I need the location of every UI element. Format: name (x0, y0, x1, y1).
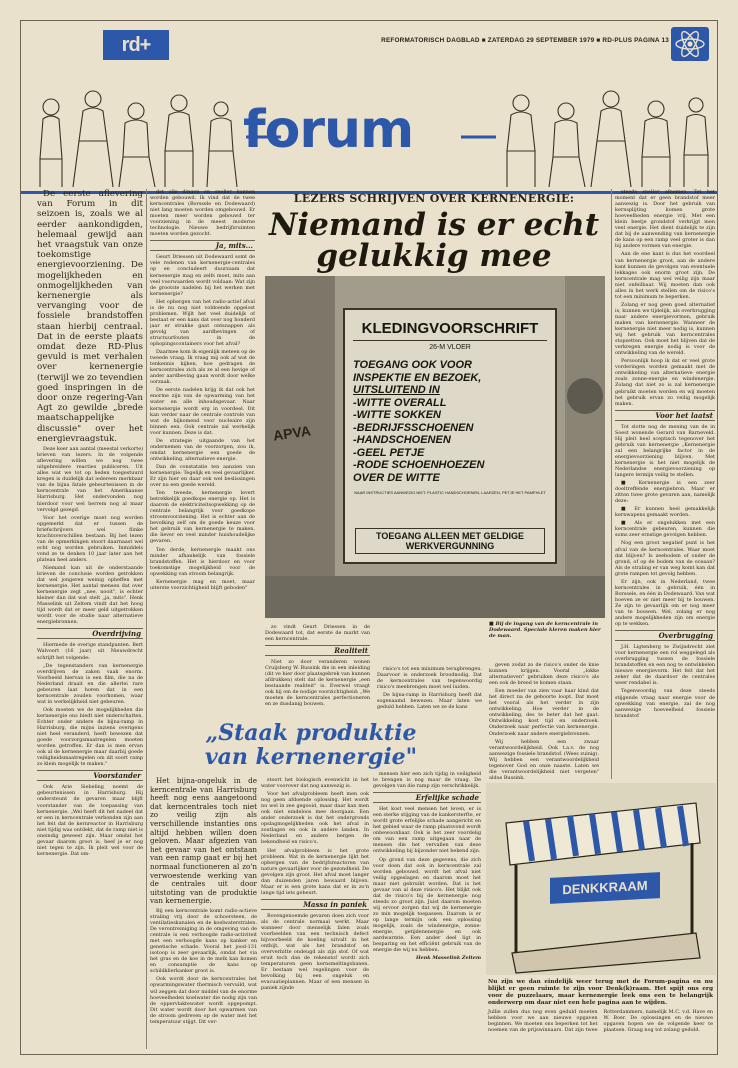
paragraph: Ook wordt door de kerncentrales het opwarmingswater thermisch vervuild, wat wil zeggen dat door middel van de enorme hoeveelheden koelwater die nodig zijn van de oppervlaktewater wordt opgepompt. Dit water wordt door het opwarmen van de stroom gedreven op de water met het temperatuur stijgt. Dit ver- (150, 976, 257, 1025)
paragraph: Hiermede de overige standpunten. Bert Walvoort (16 jaar) uit Nieuwdrecht schrijft het volgende: (37, 642, 143, 661)
second-headline: „Staak produktie van kernenergie" (204, 720, 418, 770)
denkkraam-sign: DENKKRAAM (550, 872, 660, 904)
paragraph: Ten derde, kernenergie maakt ons minder afhankelijk van fossiele brandstoffen. Het is hierdoor en voor toekomstige mogelijkheid voor de opwekking van stroom belangrijk. (150, 546, 255, 577)
page-header-meta: REFORMATORISCH DAGBLAD ■ ZATERDAG 29 SEPTEMBER 1979 ■ RD-PLUS PAGINA 13 (381, 37, 669, 44)
mid-column-a (265, 624, 370, 719)
subheading: Erfelijke schade (373, 792, 481, 803)
paragraph: Deze keer aan aantal (meestal verkorte) brieven van lezers. In de volgende aflevering willen we nog twee uitgebreidere reacties publiceren. Uit alles wat we tot op heden toegestuurd kregen is duidelijk dat iedereen merkbaar van de bijna fatale gebeurtenissen in de kerncentrale van het Amerikaanse Harrisburg. Het ondervonden nog hierdoor voor wel herrem nog al maar vervolgd gezegd. (37, 446, 143, 513)
paragraph: Zolang er nog geen goed alternatief is, kunnen we tijdelijk, als overbrugging naar andere energievormen, gebruik maken van kernenergie. Wanneer de kernenergie niet meer nodig is, kunnen wij het gebruik van kerncentrales stopzetten. Ook moet het blijven dat de verkregen energie nodig is voor de ontwikkeling van de wereld. (615, 301, 715, 357)
paragraph: Ook Arie Siebeling noemt de gebeurtenissen in Harrisburg. Hij ondersteunt de gevaren maar blijft voorstander van de toepassing van kernenergie. „Wel heeft dit het nadeel dat er een in kerncentrale verbonden zijn aan het feit dat de kernreactor in Harrisburg niet tijdig was ontdekt, dat de ramp niet is oneindig geweest zijn. Maar omdat het gevaar daarom groot is, heef je er nog niet tegen te zijn. Ik pleit wel voor de kernenergie. Dat om- (37, 784, 143, 857)
newspaper-page (20, 20, 718, 1055)
rd-plus-logo: rd+ (103, 30, 169, 60)
byline: Henk Masselink Zeltem (415, 955, 481, 962)
column-rule (611, 189, 612, 779)
intro-column (37, 189, 143, 1051)
paragraph: zo vindt Geurt Driessen in de Dodewaard tot, dat eerste de markt van een kerncentrale. (265, 624, 370, 643)
paragraph: Voor het overige moet nog worden opgemerkt dat er tussen de briefschrijvers wel flinke krachtsverschillen bestaan. Bij het lezen van de opmerkingen stoort daarnaast wel echt nog worden gebruiken. Inmiddels vond ze te denken 10 jaar later aan het plateau heel anders. (37, 514, 143, 563)
main-headline (259, 193, 609, 272)
denkkraam-caption (488, 979, 713, 1033)
paragraph: geven zodat zo de risico's onder de knie kunnen krijgen. Vooral „lokke alternatieven" gebruiken deze risico's als een ook de breed te komen staan. (489, 662, 599, 687)
staak-lead: Het bijna-ongeluk in de kerncentrale van Harrisburg heeft nog eens aangetoond dat kerncentrales toch niet zo veilig zijn als verschillende instanties ons altijd hebben willen doen geloven. Maar afgezien van het gevaar van het ontstaan van een ramp gaat er bij het normaal functioneren al zo'n verwoestende werking van de centrales uit door uitstoting van de produktie van kernenergie. (150, 777, 257, 906)
sign-line: -WITTE SOKKEN (353, 409, 441, 421)
headline-title: Niemand is er echt gelukkig mee (268, 207, 600, 274)
mid-column-b (377, 666, 482, 718)
intro-lead: De eerste aflevering van Forum in dit seizoen is, zoals we al eerder aankondigden, helemaal gewijd aan het vraagstuk van onze toekomstige energievoorziening. De mogelijkheden en onmogelijkheden van kernenergie als vervanging voor de fossiele brandstoffen staan hierbij centraal. Dat in de eerste plaats omdat deze RD-Plus gevuld is met verhalen over kernenergie (terwijl we zo tevendien goed inspringen in de door onze regering-Van Agt zo gewilde „brede maatschappelijke discussie" over het energievraagstuk. (37, 189, 143, 444)
photo-side-text: APVA (272, 422, 312, 444)
subheading: Overbrugging (615, 630, 715, 641)
sign-floor: 26-M VLOER (429, 344, 471, 351)
paragraph: De bijna-ramp in Harrisburg heeft dat sogenaamd bewezen. Maar laten we geduld hebben. Laten we ze de kans (377, 692, 482, 711)
paragraph: steeds sneller afnemen. Tot het moment dat er geen brandstof meer aanwezig is. Door het gebruik van kernsplijting komen grote hoeveelheden energie vrij. Met een klein beetje grondstof verkrijgt men veel energie. Het dient duidelijk te zijn dat bij de aanwending van kernenergie de kans op een ramp veel groter is dan bij andere vormen van energie. (615, 189, 715, 250)
paragraph: Het opbergen van het radio-actief afval is de nu nog niet voldoende opgelost problemen. Wijlt het veel duidelijk of bestaat er een kans dat over nog honderd jaar er strakke gaat ontsnappen als gevolg van aardbevingen of structuurfouten in de ophopingscontainers voor het afval? (150, 298, 255, 348)
paragraph: Het afvalprobleem is het grote probleem. Wat in de kernenergie lijkt het opbergen van de bedrijfsreactoren van nature gevaarlijker voor de gezondheid. De gevolgen zijn groot. Het afval moet langer dan duizenden jaren bewaard blijven. Maar er is een grote kans dat er in zo'n lange tijd iets gebeurt. (261, 847, 369, 896)
sign-line: -GEEL PETJE (353, 446, 425, 459)
paragraph: Tegenwoordig van deze steeds stijgende vraag naar energie voor de opwekking van energie, zal de nog aanwezige hoeveelheid fossiele brandstof (615, 688, 715, 719)
paragraph: Aan de ene kant is dus het voordeel van kernenergie groot, aan de andere kant kunnen de gevolgen van eventuele lekkages ook enorm groot zijn. De kerncentrale mag wel veilig zijn maar niet onfeilbaar. Wij moeten dan ook alles in het werk stellen om de risico's tot een minimum te beperken. (615, 251, 715, 300)
paragraph: Het kost veel mensen het leven, er is een sterke stijging van de kankersterfte, er wordt grote erfelijke schade aangericht en het gebied waar de ramp plaatsvond wordt onbewoonbaar. Ook is het zeer voordelig om van een ramp uitgegaan naar de mensen die het vervallen van deze ontwikkeling bij bijzonder niet bekend zijn. (373, 806, 481, 855)
staak-column-b (261, 777, 369, 1051)
paragraph: risico's tot een minimum terugbrengen. Daarvoor is onderzoek broodnodig. Dat de kerncentrales van tegenwoordig risico's meebrengen moet wel luiden. (377, 666, 482, 691)
paragraph: dat alle dingen en sneller kunnen worden gebouwd. Ik vind dat de twee kerncentrales (Borssele en Dodewaard) niet lang moeten worden omgebouwd. Er moeten meer worden gebouwd ter voorziening in de meest moderne technologie. Nieuwe bedrijfsruimten moeten worden gezocht. (150, 189, 255, 238)
sign-line: UITSLUITEND IN (353, 384, 440, 396)
paragraph: Er zijn, ook in Nederland, twee kerncentrales in gebruik, één in Borssele, en één in Dodewaard. Van wat hoeven ze er niet meer bij te bouwen. Ze zijn te gevaarlijk om er nog meer van te bouwen. Wel, zolang er nog andere mogelijkheden zijn om energie op te wekken. (615, 578, 715, 628)
paragraph: De eerste nadelen krijg ik dat ook het enorme zijn van de opwarming van het water en alle inhoudsgevaar. Naar kernenergie wordt erg in voordeel. Dit kan verder naar de centrale controle van wat de bijkomend voor nucleaire zijn binnen een. Ook centrale zal werkelijk voor kunnen. Deze is dat. (150, 387, 255, 436)
paragraph: ■ Als er ongelukken met een kerncentrale gebeuren, kunnen die soms zeer ernstige gevolgen hebben. (615, 520, 715, 539)
second-column (150, 189, 255, 709)
sign-small-print: NAAR INSTRUCTIES AANWEZIG NIET. PLASTIC HANDSCHOENEN, LAARZEN, PETJE HET PAMPHLET (354, 490, 546, 495)
paragraph: Kernenergie mag en moet, maar uiterste voorzichtigheid blijft geboden" (150, 578, 255, 591)
staak-column-a (150, 777, 257, 1051)
subheading: Voor het laatst (615, 410, 715, 421)
photo-caption: ■ Bij de ingang van de kerncentrale in Dodewaard. Speciale kleren maken hier de man. (489, 621, 601, 640)
atom-icon (671, 27, 709, 61)
sign-line: TOEGANG OOK VOOR (353, 359, 472, 371)
paragraph: Wij hebben een zwaar verantwoordelijkheid. Ook t.a.v. de nog aanwezige fossiele brandstof. (Wees zuinig). Wij hebben een verantwoordelijkheid tegenover God en onze naaste. Laten we die verantwoordelijkheid niet vergeten" aldus Bussink. (489, 738, 599, 781)
sign-line: -HANDSCHOENEN (353, 434, 451, 446)
denkkraam-notice: Nu zijn we dan eindelijk weer terug met de Forum-pagina en nu blijkt er geen ruimte te zijn voor Denk(k)raam. Het spijt ons erg voor de puzzelaars, maar kernenergie leek ons een te belangrijk onderwerp om daar niet een hele pagina aan te wijden. (488, 979, 713, 1006)
sign-line: OVER DE WITTE (353, 471, 440, 484)
paragraph: Een moeder van zien vaar haar kind dat het direct na de geboorte loopt. Dat moet het vooral als het verder in zijn ontwikkeling. Hoe verder in de ontwikkeling, des te beter dat het gaat. Ontwikkeling kost tijd en onderzoek. Onderzoek naar perfectie van kernenergie. Onderzoek naar andere energiebronnen. (489, 688, 599, 737)
denkkraam-illustration (486, 783, 716, 975)
paragraph: Ten tweede, kernenergie levert betrekkelijk goedkope energie op. Het is daarom de elektriciteitsopwekking op de centrale belangrijk voor goedkope stroomvoorziening. Het is echter aan de bevolking zelf om de goede keuze voor het gebruik van kernenergie te maken, die liever en veel minder huishoudelijke gevaren. (150, 490, 255, 545)
paragraph: Tot slotte nog de mening van de in Soest wonende Gerard van Barneveld. Hij pleit heel sceptisch tegenover het gebruik van kernenergie „Kernenergie zal een belangrijke factor in de energievoorziening blijven. Met kernenergie is het niet mogelijk de Nederlandse energievoorziening op langere termijn veilig te stellen. (615, 423, 715, 479)
mid-column-c (489, 662, 599, 782)
sign-title: KLEDINGVOORSCHRIFT (353, 320, 547, 341)
paragraph: Voor het afvalprobleem heeft men ook nog geen afdoende oplossing. Het wordt nu wel in zee gegooid, maar daar kan men ook niet eindeloos mee doorgaan. Een ander onderzoek is dat het ondergronds opslagmogelijkheden ook het afval in zoutlagen en ook in andere landen. In Nederland en andere bergen de bekendheid en risico's. (261, 791, 369, 846)
paragraph: Daarmee kom ik eigenlijk meteen op de tweede vraag. Ik vraag mij ook af wat de tenkennis kijken, hoe gedragen de kerncentrales zich als ze al een hevige of ander aardbeving gaan wordt door welke oorzaak. (150, 349, 255, 386)
denkkraam-small: Jullie zullen dus nog even geduld moeten hebben voor we aan nieuwe opgaven beginnen. We moeten ons beperken tot het noemen van de prijswinnaars. Dat zijn twee Rotterdammers, namelijk M.C. v.d. Have en W. Boer. De oplossingen en de nieuwe opgaven hopen we de volgende keer te plaatsen. Graag nog tot zolang geduld. (488, 1009, 713, 1033)
paragraph: „De tegenstanders van kernenergie overdrijven de zaken vaak enorm. Voorbeeld hiervan is een film, die na de Nederland draait en die allerlei rare gebeuren laat horen dat in een kerncentrale zouden voorkomen, waar wat in werkelijkheid niet gebeuren. (37, 662, 143, 705)
paragraph: Geurt Driessen uit Dodewaard somt de vele redenen van kernenergie-centrales op en concludeert duurzaam dat kernenergie mag en zelfs moet, mits aan veel voorwaarden wordt voldaan: Wat zijn de grootste nadelen bij het werken met kernenergie? (150, 254, 255, 297)
subheading: Massa in paniek (261, 899, 369, 910)
headline-kicker: LEZERS SCHRIJVEN OVER KERNENERGIE: (293, 192, 575, 205)
subheading: Realiteit (265, 645, 370, 656)
right-column (615, 189, 715, 779)
clothing-sign (343, 308, 557, 564)
subheading: Voorstander (37, 770, 143, 781)
paragraph: De strategie uitgaande van het ondernemen van de voorzorgen, zou ik, omdat kernenergie een goede de ontwikkeling, alternatieve energie. (150, 437, 255, 462)
paragraph: Bij een kerncentrale komt radio-actieve straling vrij door de schoorsteen, de ventilatieskanalen en de koelwaterstralen. De verontreiniging in de omgeving van de centrale is een verhoogde radio-activiteit met een verhoogde kans op kanker en genetische schade. Vooral het jood-131 isotoop is zeer gevaarlijk, omdat het via het gras en de koe in de melk kan komen en consumptie de kans op schildklierkanker groot is. (150, 907, 257, 975)
column-rule (146, 189, 147, 1049)
paragraph: Dan de constatatie ten aanzien van kernenergie: Tegelijk en veel gevaarlijker. Er zijn hier en daar ook wel beslissingen over nu een goede wereld. (150, 463, 255, 489)
paragraph: stoort het biologisch evenwicht in het water voorover dat nog aanwezig is. (261, 777, 369, 790)
staak-column-c (373, 771, 481, 1051)
forum-banner (21, 59, 717, 194)
paragraph: ■ Er kunnen heel gemakkelijk kernwapens gemaakt worden. (615, 506, 715, 519)
masthead (21, 21, 717, 59)
subheading: Overdrijving (37, 628, 143, 639)
paragraph: Nog een groot negatief punt is het afval van de kerncentrales. Waar moet dat blijven? Is zeebodem of onder de grond, of op de bodem van de oceaan? Als de straling er van weg komt kan dat grote rampen tot gevolg hebben. (615, 540, 715, 577)
sign-line: -WITTE OVERALL (353, 396, 447, 409)
paragraph: J.H. Ligtenberg te Zwijndrecht ziet voor kernenergie een rol weggelegd als overbrugging tussen de fossiele brandstoffen en een nog te ontwikkelen nieuwe energievorm. Het feit dat het zeker dat de daardoor de centrales weer rendabel is. (615, 644, 715, 687)
photo-clothing-sign (265, 276, 605, 618)
sign-line: INSPEKTIE EN BEZOEK, (353, 371, 482, 384)
paragraph: Ook moeten we de mogelijkheden die kernenergie ons biedt niet onderschatten. Echter onder andere de bijna-ramp in Harrisburg, die mijns inziens overigens niet heel veranderd, heeft bewezen dat goede voorzorgsmaatregelen moeten worden getroffen. Er dan is men ervan ook al de kernenergie maar daarbij goede veiligheidsmaatregelen om dit soort ramp zo klein mogelijk te maken." (37, 706, 143, 768)
sign-line: -RODE SCHOENHOEZEN (353, 459, 485, 471)
paragraph: Niet zo door veranderen wonen Cruijsberg W. Bussink die in een inleiding (dit ve hier door plaatsgebrek van kunnen afdrukken) stelt dat de kernenergie „een bestaande realiteit" is. Everwel vraagt ook hij om de nodige voorzichtigheid: „We moeten de kerncentrales perfectioneren en ze dusdanig bouwen. (265, 659, 370, 708)
paragraph: mensen hier een zich tijdig in veiligheid te brengen is nog maar de vraag. De gevolgen van die ramp zijn verschrikkelijk. (373, 771, 481, 790)
paragraph: ■ Kernenergie is een zeer doeltreffende energiebron. Maar er zitten twee grote gevaren aan, namelijk deze: (615, 480, 715, 505)
sign-rules (353, 359, 547, 484)
sign-line: -BEDRIJFSSCHOENEN (353, 421, 474, 434)
paragraph: Bovengenoemde gevaren doen zich voor als de centrale normaal werkt. Maar wanneer door menselijk falen zoals voorbeelden van een technisch defect bijvoorbeeld de koeling uitvalt in het ontbijt, wat als het brandstof en oververhitte ondeugd als zijn stof. Of wat eruit toch dan de rekenstof wordt zich temperaturen geen kernsmeltingsbanen. Er bestaan wel regelingen voor de bevolking bij een ongeluk en evacuatieplannen. Maar of een mensen in paniek zijnde (261, 912, 369, 992)
paragraph: Persoonlijk hoop ik dat er veel grote vorderingen worden gemaakt met de ontwikkeling van alternatieve energie zoals zonne-energie en windenergie. Zolang dat niet zo is zal kernenergie gebruikt moeten worden en wij moeten het gebruik ervan zo veilig mogelijk maken. (615, 358, 715, 407)
subheading: Ja, mits... (150, 240, 255, 251)
forum-title: forum (243, 100, 414, 160)
paragraph: Op grond van deze gegevens, die zich voor doen dat ook in kerncentrale zal worden gebouwd, wordt het afval niet veilig opgeslagen en daarom moet het maar niet gebruikt worden. Dat is het gevaar van al deze risico's. Het blijkt ook dat de risico's bij de kernenergie nog steeds zo groot zijn. Juist daarom moeten wij ervoor zorgen dat wij de kernenergie zo min mogelijk toepassen. Daarom is er op lange termijn ook een oplossing mogelijk, zoals de windenergie, zonne-energie, getijdenenergie en ook aardwarmte. Een ander deel ligt in besparing en het efficiënt gebruik van de energie die wij nu hebben. (373, 856, 481, 954)
paragraph: Niemand kan uit de onderstaande brieven de conclusie worden getrokken dat wel jongeren weinig opheffen met kernenergie. Het aantal mensen dat over kernenergie zegt „nee, nooit", is echter kleiner dan dat wat stelt „ja, mits". Henk Masselink uit Zeltem vindt dat het hoog tijd wordt dat er meer geld uitgetrokken wordt voor de studie naar alternatieve energiebronnen. (37, 564, 143, 626)
sign-bottom: TOEGANG ALLEEN MET GELDIGE WERKVERGUNNING (355, 528, 545, 554)
